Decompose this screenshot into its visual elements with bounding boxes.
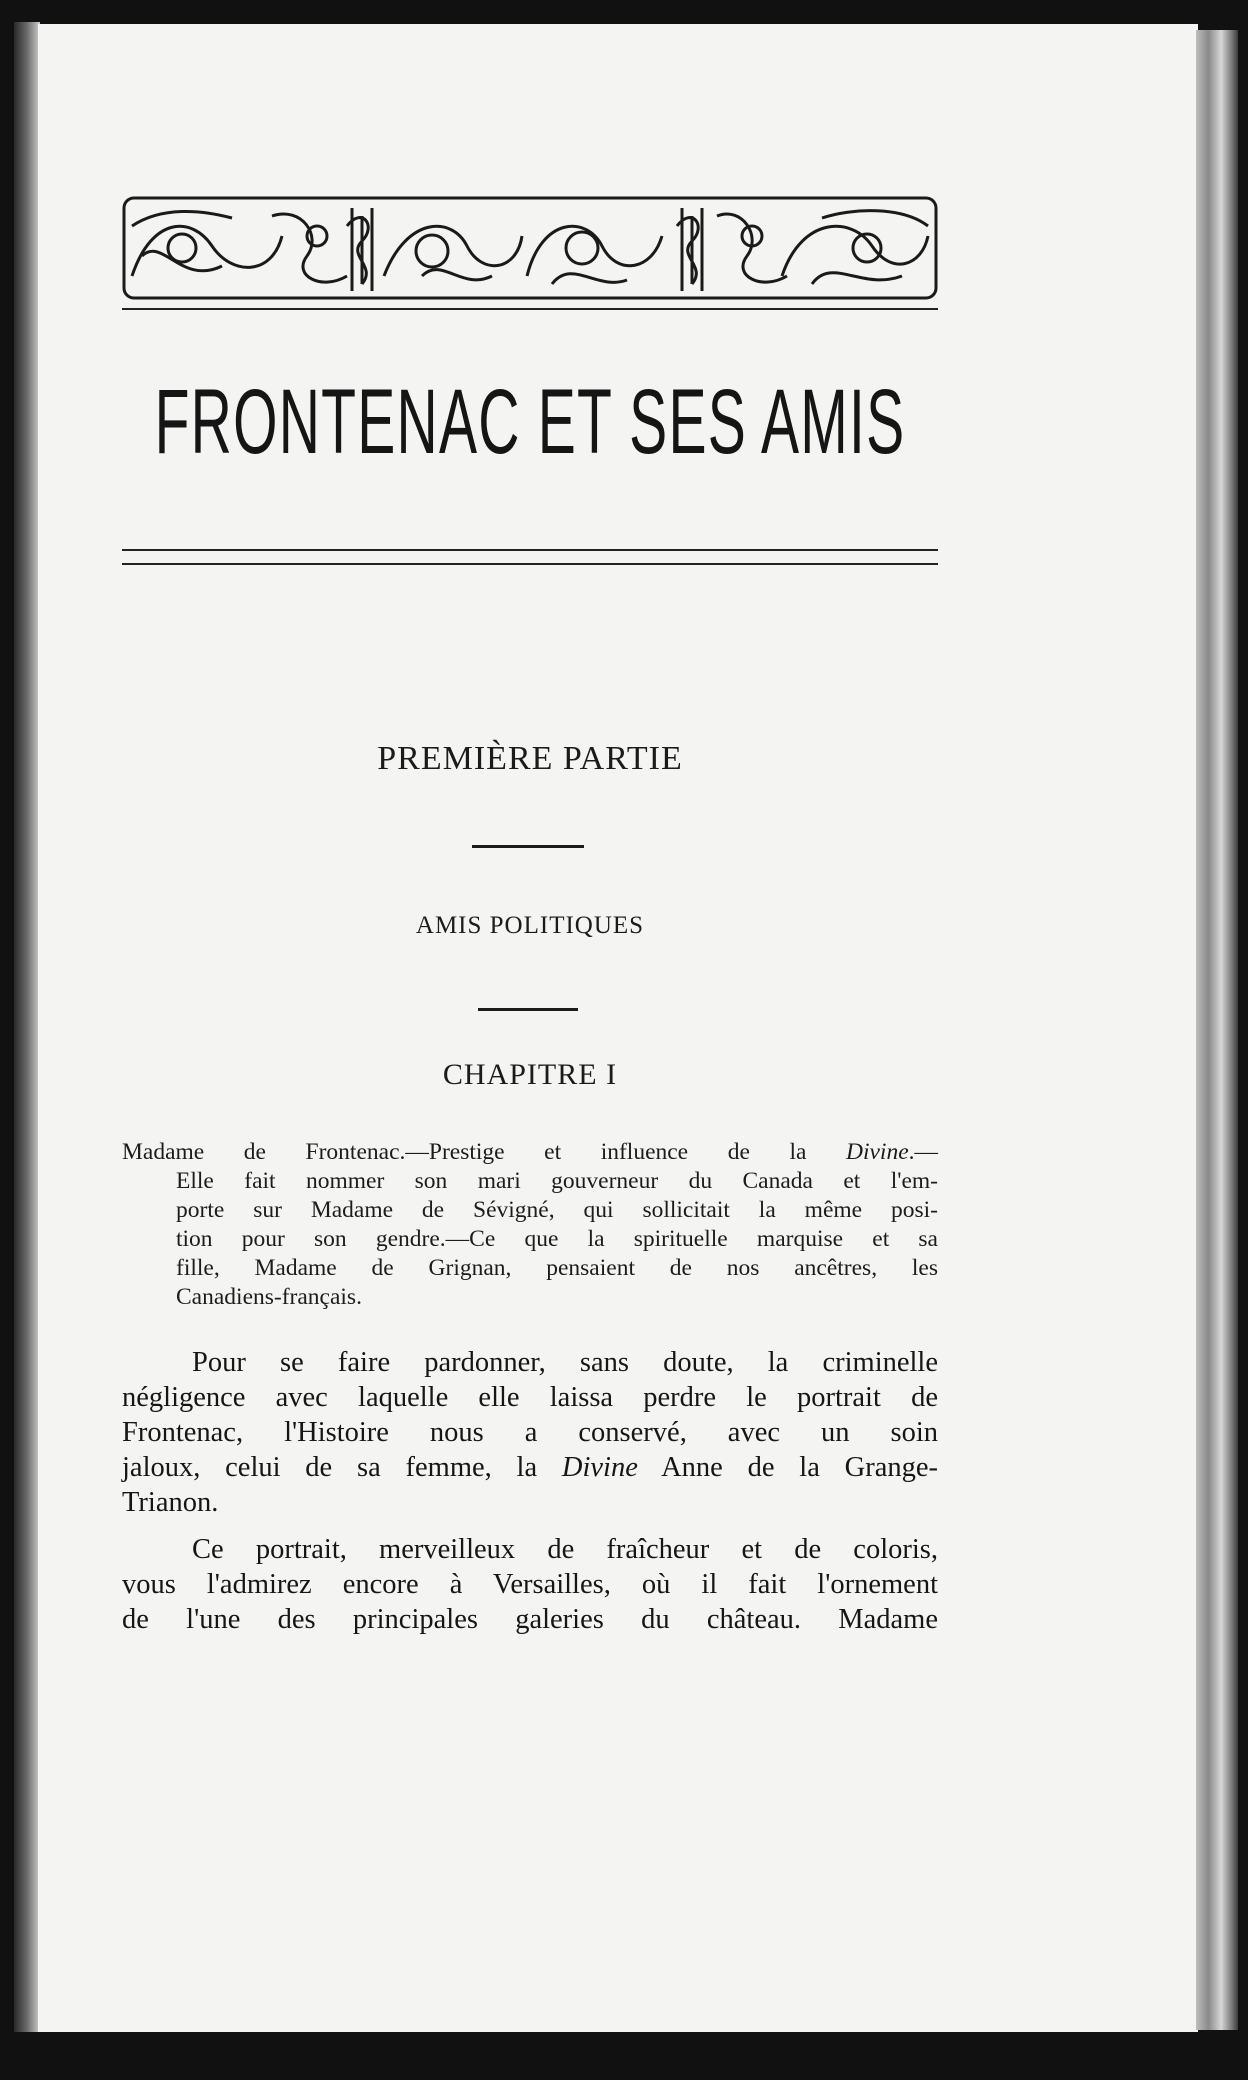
chapter-heading: CHAPITRE I [442, 1058, 618, 1091]
part-heading: PREMIÈRE PARTIE [377, 740, 683, 777]
body-paragraph [122, 1345, 938, 1520]
summary-line: Canadiens-français. [176, 1284, 362, 1310]
paragraph-line: vous l'admirez encore à Versailles, où il fait l'ornement [122, 1569, 938, 1600]
paragraph-line: Frontenac, l'Histoire nous a conservé, avec un soin [122, 1417, 938, 1448]
summary-line: porte sur Madame de Sévigné, qui sollicitait la même posi- [176, 1197, 938, 1223]
section-heading: AMIS POLITIQUES [415, 912, 645, 939]
book-page [38, 24, 1198, 2032]
chapter-summary [122, 1138, 938, 1312]
headpiece-rule [122, 308, 938, 310]
part-separator-rule [472, 845, 584, 848]
paragraph-line: négligence avec laquelle elle laissa perdre le portrait de [122, 1382, 938, 1413]
paragraph-line: Ce portrait, merveilleux de fraîcheur et de coloris, [192, 1534, 938, 1565]
summary-line: Elle fait nommer son mari gouverneur du Canada et l'em- [176, 1168, 938, 1194]
paragraph-line: Pour se faire pardonner, sans doute, la criminelle [192, 1347, 938, 1378]
book-title-text: FRONTENAC ET SES AMIS [154, 371, 906, 473]
book-gutter-shadow [14, 22, 40, 2032]
book-title [154, 371, 906, 473]
section-separator-rule [478, 1008, 578, 1011]
title-rule-upper [122, 549, 938, 551]
paragraph-line: Trianon. [122, 1487, 219, 1518]
decorative-headpiece-ornament [122, 196, 938, 300]
summary-line: tion pour son gendre.—Ce que la spirituelle marquise et sa [176, 1226, 938, 1252]
summary-line: fille, Madame de Grignan, pensaient de nos ancêtres, les [176, 1255, 938, 1281]
summary-line: Madame de Frontenac.—Prestige et influence de la Divine.— [122, 1139, 938, 1165]
title-rule-lower [122, 563, 938, 565]
paragraph-line: jaloux, celui de sa femme, la Divine Anne de la Grange- [122, 1452, 938, 1483]
book-page-edges [1196, 30, 1238, 2030]
paragraph-line: de l'une des principales galeries du château. Madame [122, 1604, 938, 1635]
body-paragraph [122, 1532, 938, 1637]
